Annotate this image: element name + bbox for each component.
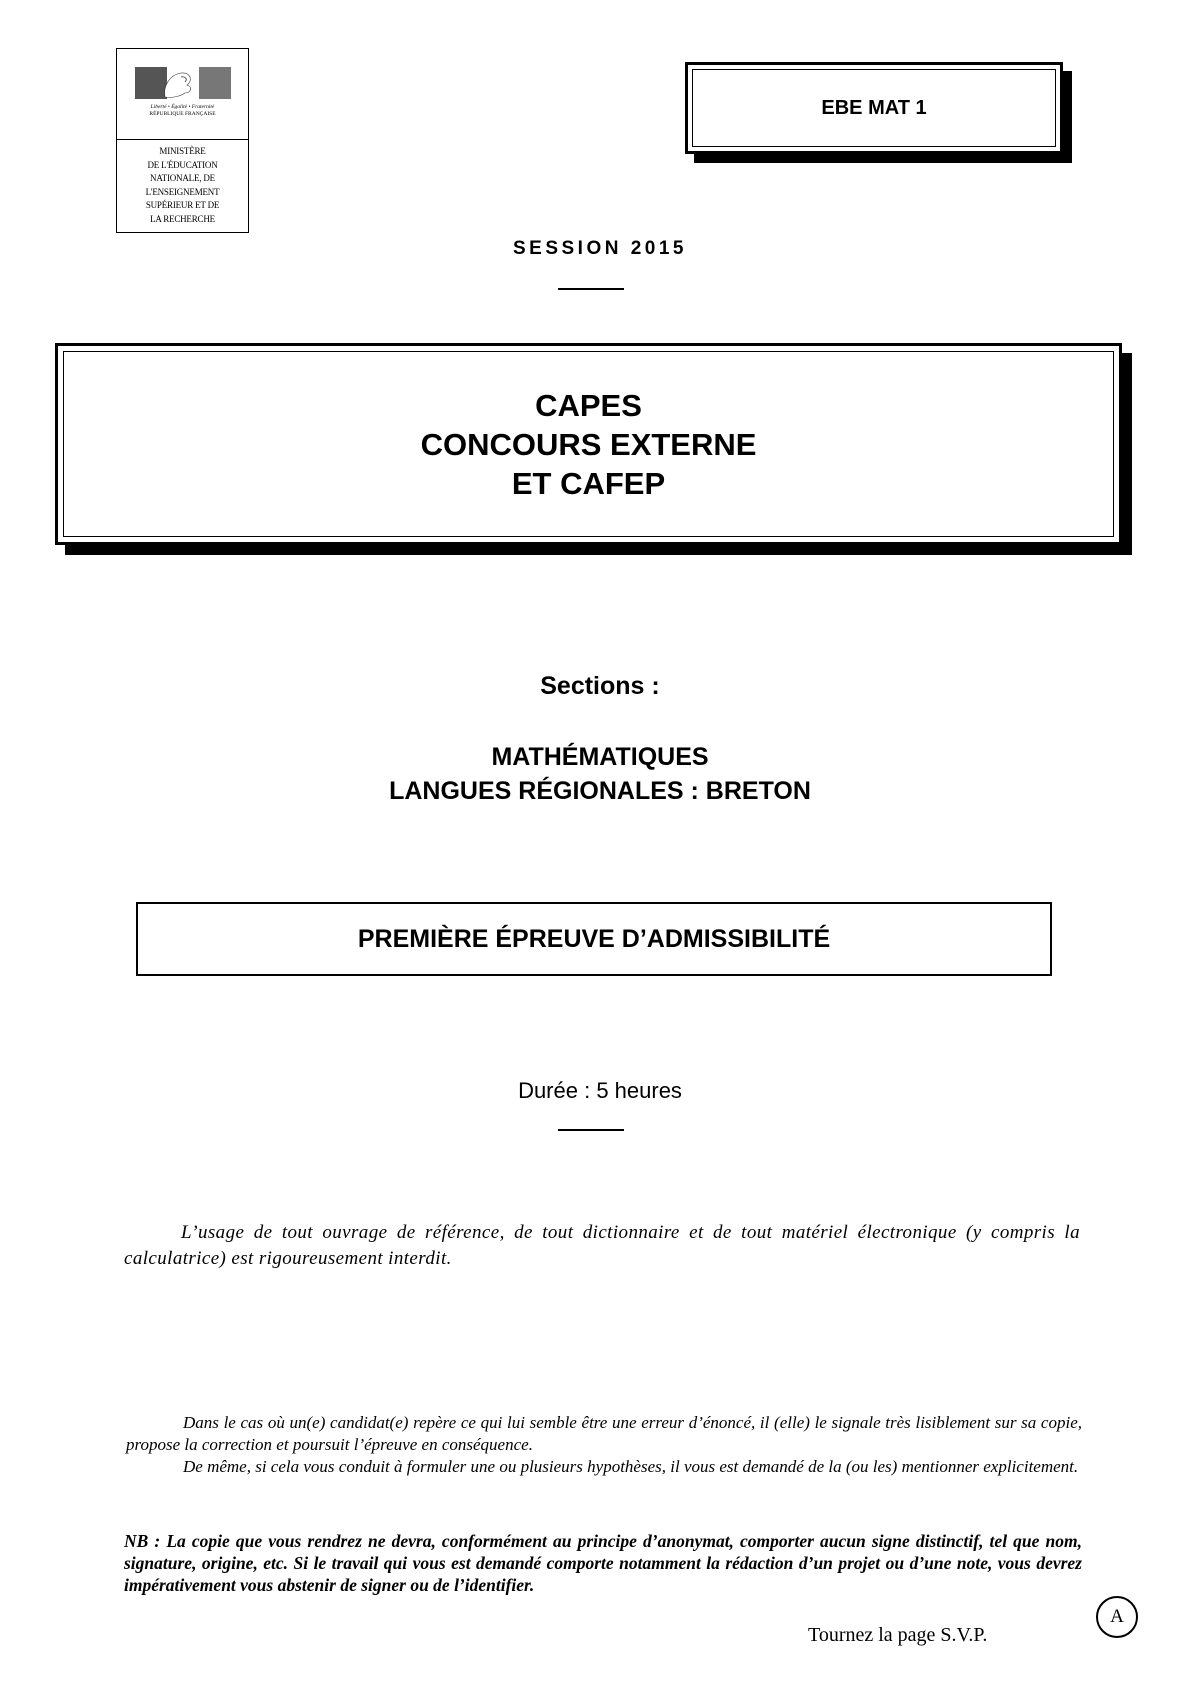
ministry-line: DE L'ÉDUCATION — [147, 159, 218, 170]
logo-divider — [117, 139, 248, 140]
sections-label: Sections : — [540, 672, 660, 700]
exam-title-line: CAPES — [535, 387, 642, 423]
nb-text: NB : La copie que vous rendrez ne devra, conformément au principe d’anonymat, comporter aucun signe distinctif, tel que nom, signature, origine, etc. Si le travail qui vous est demandé comporte notamment la rédaction d’un projet ou d’une note, vous devrez impérativement vous abstenir de signer ou de l’identifier. — [124, 1531, 1082, 1595]
ministry-line: NATIONALE, DE — [150, 173, 215, 183]
page-letter-badge: A — [1096, 1596, 1138, 1638]
usage-text: L’usage de tout ouvrage de référence, de tout dictionnaire et de tout matériel électronique (y compris la calculatrice) est rigoureusement interdit. — [124, 1222, 1080, 1269]
exam-title-line: ET CAFEP — [511, 465, 666, 501]
divider — [558, 1129, 624, 1131]
session-title: SESSION 2015 — [512, 238, 688, 259]
republic-motto: Liberté • Égalité • Fraternité — [150, 104, 215, 110]
exam-title — [63, 351, 1114, 537]
notice-paragraph: Dans le cas où un(e) candidat(e) repère ce qui lui semble être une erreur d’énoncé, il (elle) le signale très lisiblement sur sa copie, propose la correction et poursuit l’épreuve en conséquence. — [126, 1413, 1082, 1454]
ministry-line: LA RECHERCHE — [150, 213, 215, 224]
duration: Durée : 5 heures — [518, 1078, 682, 1103]
exam-title-box — [55, 343, 1122, 545]
epreuve-title: PREMIÈRE ÉPREUVE D’ADMISSIBILITÉ — [136, 902, 1052, 976]
notice-paragraph: De même, si cela vous conduit à formuler une ou plusieurs hypothèses, il vous est demandé de la (ou les) mentionner explicitement. — [183, 1457, 1079, 1476]
section-item: LANGUES RÉGIONALES : BRETON — [389, 777, 811, 805]
sections-list — [0, 740, 1200, 808]
ministry-logo — [116, 48, 249, 233]
ministry-line: L'ENSEIGNEMENT — [145, 186, 220, 197]
turn-page-note: Tournez la page S.V.P. — [808, 1624, 988, 1646]
nb-notice — [124, 1530, 1082, 1596]
ministry-line: MINISTÈRE — [159, 146, 206, 156]
exam-title-line: CONCOURS EXTERNE — [420, 426, 757, 462]
ministry-name — [119, 145, 246, 226]
ministry-line: SUPÉRIEUR ET DE — [145, 200, 220, 210]
marianne-flag-icon — [135, 67, 231, 99]
flag-caption — [117, 104, 248, 118]
exam-code: EBE MAT 1 — [692, 69, 1056, 147]
section-item: MATHÉMATIQUES — [491, 743, 709, 771]
usage-rules — [124, 1220, 1080, 1272]
exam-code-box — [685, 62, 1063, 154]
republic-name: RÉPUBLIQUE FRANÇAISE — [149, 111, 216, 117]
error-notice — [126, 1412, 1082, 1478]
divider — [558, 288, 624, 290]
